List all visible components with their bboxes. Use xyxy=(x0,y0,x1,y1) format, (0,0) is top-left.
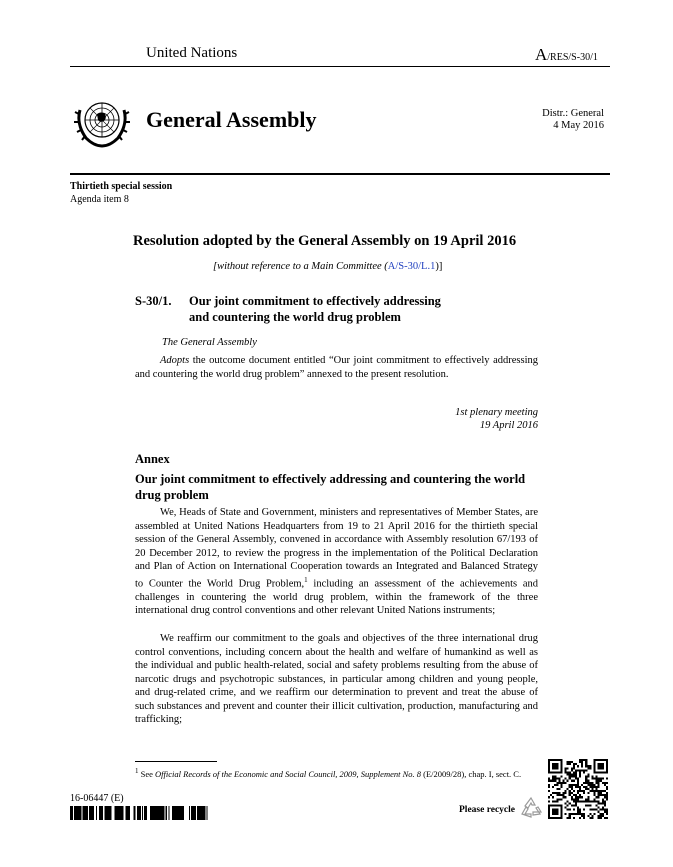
session-name: Thirtieth special session xyxy=(70,181,173,192)
resolution-heading xyxy=(135,294,441,325)
symbol-rest: /RES/S-30/1 xyxy=(547,52,598,63)
para1-text-a: We, Heads of State and Government, ministers and representatives of Member States, are assembled at United Nations Headquarters from 19 to 21 April 2016 for the thirtieth special session of the General Assembly, convened in accordance with Assembly resolution 67/193 of 20 December 2012, to review the progress in the implementation of the Political Declaration and Plan of Action on International Cooperation towards an Integrated and Balanced Strategy to Counter the World Drug Problem, xyxy=(135,507,538,589)
meeting-date: 19 April 2016 xyxy=(479,419,538,431)
footnote-ref: 1 xyxy=(304,575,308,584)
document-number: 16-06447 (E) xyxy=(70,793,124,804)
heading-line-1: Our joint commitment to effectively addressing xyxy=(189,294,441,308)
recycle-note: Please recycle xyxy=(459,805,515,815)
para1-text-b: including an assessment of the achievements and challenges in countering the world drug problem, within the framework of the three international drug control conventions and other relevant United Nations instruments; xyxy=(135,578,539,616)
reference-suffix: )] xyxy=(435,261,443,272)
meeting-name: 1st plenary meeting xyxy=(455,407,538,418)
annex-title: Our joint commitment to effectively addressing and countering the world drug problem xyxy=(135,472,526,502)
recycle-icon xyxy=(518,795,544,821)
para2-text: We reaffirm our commitment to the goals and objectives of the three international drug control conventions, including concern about the health and welfare of humankind as well as the individual and public health-related, social and safety problems resulting from the abuse of narcotic drugs and psychotropic substances, in particular among children and young people, and drug-related crime, and we reaffirm our determination to prevent and treat the abuse of such substances and prevent and counter their illicit cultivation, production, manufacturing and trafficking; xyxy=(135,633,538,725)
meeting-info xyxy=(400,407,538,432)
body-title: General Assembly xyxy=(146,107,317,132)
footnote xyxy=(135,766,540,779)
agenda-item: Agenda item 8 xyxy=(70,193,129,205)
assembly-preamble: The General Assembly xyxy=(162,337,257,348)
masthead-rule xyxy=(70,173,610,175)
committee-reference xyxy=(213,261,442,272)
annex-paragraph-2 xyxy=(135,632,538,727)
organization-name: United Nations xyxy=(146,45,238,61)
annex-paragraph-1 xyxy=(135,506,538,618)
annex-label: Annex xyxy=(135,452,170,466)
reference-prefix: [without reference to a Main Committee ( xyxy=(213,261,388,272)
un-emblem-icon xyxy=(70,90,134,154)
operative-paragraph xyxy=(135,354,538,381)
footnote-mark: 1 xyxy=(135,767,139,775)
barcode-image xyxy=(70,806,210,820)
footnote-rule xyxy=(135,761,217,762)
resolution-title: Resolution adopted by the General Assembly on 19 April 2016 xyxy=(133,233,517,249)
heading-line-2: and countering the world drug problem xyxy=(189,309,401,324)
footnote-source: Official Records of the Economic and Social Council, 2009, Supplement No. 8 xyxy=(155,768,422,779)
adopts-text: the outcome document entitled “Our joint commitment to effectively addressing and countering the world drug problem” annexed to the present resolution. xyxy=(135,355,538,380)
symbol-prefix: A xyxy=(535,45,548,64)
document-link[interactable]: A/S-30/L.1 xyxy=(387,261,436,272)
document-symbol xyxy=(535,45,598,65)
document-date: 4 May 2016 xyxy=(553,120,604,131)
footnote-see: See xyxy=(138,768,156,779)
distribution-block xyxy=(500,108,604,132)
header-rule xyxy=(70,66,610,67)
adopts-word: Adopts xyxy=(160,355,190,366)
qr-code-image xyxy=(548,759,608,819)
footnote-rest: (E/2009/28), chap. I, sect. C. xyxy=(421,768,522,779)
session-info xyxy=(70,181,172,206)
resolution-number: S-30/1. xyxy=(135,294,172,308)
distribution-label: Distr.: General xyxy=(542,108,604,119)
